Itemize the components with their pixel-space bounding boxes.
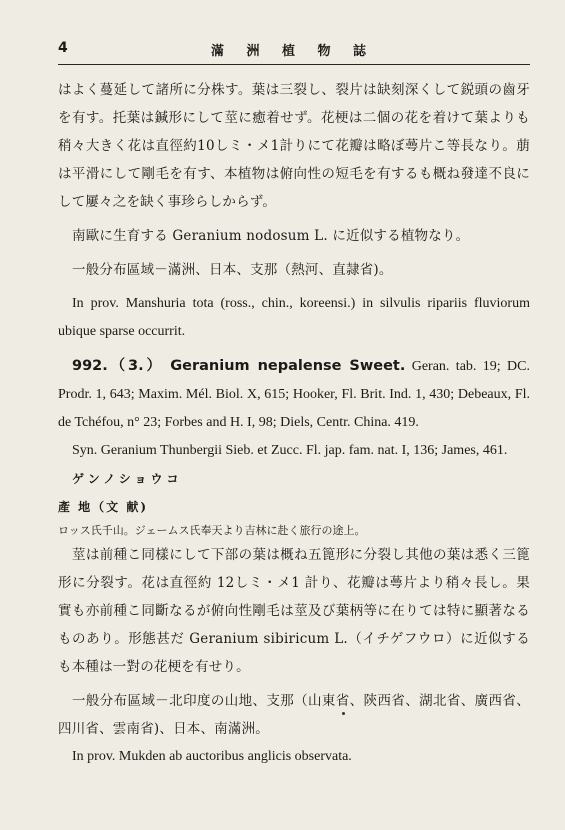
page-body <box>58 76 530 771</box>
print-mark <box>342 712 345 715</box>
header-rule <box>58 64 530 65</box>
distribution-general-2: 一般分布區域－北印度の山地、支那（山東省、陝西省、湖北省、廣西省、四川省、雲南省)、日本、南滿洲。 <box>58 693 530 737</box>
distribution-general: 一般分布區域－滿洲、日本、支那（熱河、直隷省)。 <box>72 262 393 278</box>
species-entry <box>58 352 530 437</box>
species-number: 992.（3.） <box>72 358 164 374</box>
habitat-sources: ロッス氏千山。ジェームス氏奉天より吉林に赴く旅行の途上。 <box>58 524 366 537</box>
running-title: 滿 洲 植 物 誌 <box>210 44 376 59</box>
synonym-line: Syn. Geranium Thunbergii Sieb. et Zucc. Fl. jap. fam. nat. I, 136; James, 461. <box>72 443 508 458</box>
description-paragraph-2: 莖は前種こ同樣にして下部の葉は概ね五篦形に分裂し其他の葉は悉く三篦形に分裂す。花は直徑約 12しミ・メ1 計り、花瓣は蕚片より稍々長し。果實も亦前種こ同斷なるが俯向性剛毛は莖及び葉柄等に在りては特に顯著なるものあり。形態甚だ Geranium sibiricum L.（イチゲフウロ）に近似するも本種は一對の花梗を有せり。 <box>58 547 530 675</box>
page-number: 4 <box>58 40 68 56</box>
habitat-heading: 產 地（文 献) <box>58 500 149 514</box>
description-paragraph: はよく蔓延して諸所に分株す。葉は三裂し、裂片は缺刻深くして鋭頭の齒牙を有す。托葉は鍼形にして莖に癒着せず。花梗は二個の花を着けて葉よりも稍々大きく花は直徑約10しミ・メ1計りにて花瓣は略ぼ蕚片こ等長なり。萠は平滑にして剛毛を有す、本植物は俯向性の短毛を有するも概ね發達不良にして屢々之を缺く事珍らしからず。 <box>58 82 530 210</box>
affinity-note: 南歐に生育する Geranium nodosum L. に近似する植物なり。 <box>72 228 470 244</box>
japanese-name: ゲンノショウコ <box>72 472 183 486</box>
page-header <box>58 38 528 60</box>
species-references: Geran. tab. 19; DC. Prodr. 1, 643; Maxim. Mél. Biol. X, 615; Hooker, Fl. Brit. Ind. 1, 430; Debeaux, Fl. de Tchéfou, n° 23; Forbes and H. I, 98; Diels, Centr. China. 419. <box>58 359 530 430</box>
latin-distribution-2: In prov. Mukden ab auctoribus anglicis observata. <box>72 749 352 764</box>
latin-distribution: In prov. Manshuria tota (ross., chin., koreensi.) in silvulis ripariis fluviorum ubique sparse occurrit. <box>58 296 530 339</box>
species-name: Geranium nepalense Sweet. <box>170 358 406 374</box>
